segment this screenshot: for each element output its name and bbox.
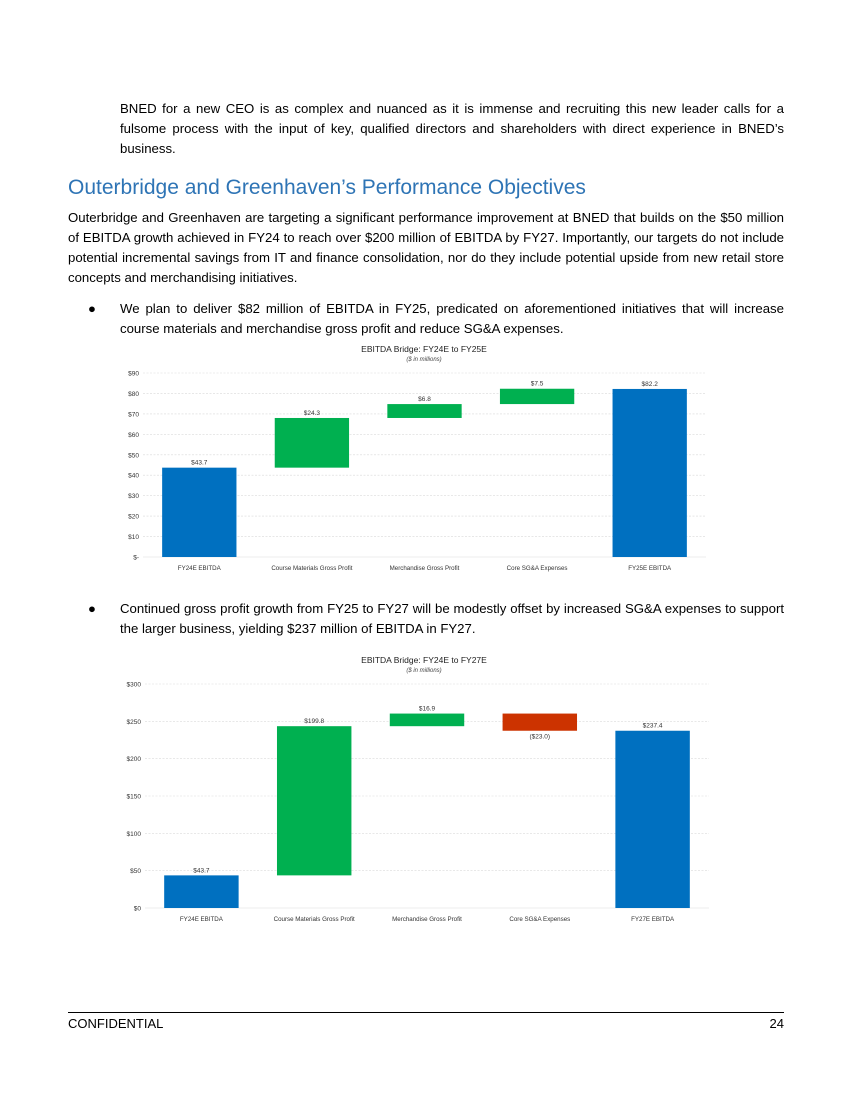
data-label: $43.7 bbox=[191, 459, 208, 467]
y-tick-label: $30 bbox=[128, 493, 139, 501]
x-tick-label: FY24E EBITDA bbox=[177, 565, 221, 572]
data-label: $24.3 bbox=[303, 409, 321, 417]
x-tick-label: Core SG&A Expenses bbox=[509, 916, 571, 923]
y-tick-label: $80 bbox=[128, 390, 139, 398]
x-tick-label: FY27E EBITDA bbox=[631, 916, 675, 923]
x-tick-label: Core SG&A Expenses bbox=[506, 565, 568, 572]
bar-increase bbox=[390, 714, 464, 727]
bullet-marker: ● bbox=[88, 301, 96, 316]
data-label: $6.8 bbox=[418, 396, 431, 404]
x-tick-label: Merchandise Gross Profit bbox=[392, 916, 462, 923]
chart-subtitle: ($ in millions) bbox=[406, 668, 442, 674]
y-tick-label: $20 bbox=[128, 513, 139, 521]
chart-title: EBITDA Bridge: FY24E to FY25E bbox=[361, 344, 487, 354]
bar-increase bbox=[277, 726, 351, 875]
chart-subtitle: ($ in millions) bbox=[406, 357, 442, 363]
x-tick-label: Course Materials Gross Profit bbox=[271, 565, 353, 572]
x-tick-label: FY24E EBITDA bbox=[179, 916, 223, 923]
page-number: 24 bbox=[769, 1016, 784, 1031]
x-tick-label: Course Materials Gross Profit bbox=[273, 916, 355, 923]
data-label: $16.9 bbox=[418, 705, 436, 713]
data-label: $82.2 bbox=[641, 380, 658, 388]
y-tick-label: $50 bbox=[128, 452, 139, 460]
y-tick-label: $70 bbox=[128, 411, 139, 419]
data-label: $43.7 bbox=[193, 867, 210, 875]
bar-total bbox=[164, 875, 238, 908]
bar-total bbox=[615, 731, 689, 908]
y-tick-label: $100 bbox=[126, 830, 141, 838]
y-tick-label: $90 bbox=[128, 370, 139, 378]
data-label: $199.8 bbox=[304, 718, 325, 726]
bullet-text: Continued gross profit growth from FY25 to FY27 will be modestly offset by increased SG&A expenses to support the larger business, yielding $237 million of EBITDA in FY27. bbox=[120, 601, 784, 636]
y-tick-label: $60 bbox=[128, 431, 139, 439]
section-heading: Outerbridge and Greenhaven’s Performance Objectives bbox=[68, 176, 586, 199]
data-label: $7.5 bbox=[530, 380, 544, 388]
footer-confidential: CONFIDENTIAL bbox=[68, 1016, 164, 1031]
footer-divider bbox=[68, 1012, 784, 1013]
bullet-text: We plan to deliver $82 million of EBITDA in FY25, predicated on aforementioned initiatives that will increase course materials and merchandise gross profit and reduce SG&A expenses. bbox=[120, 301, 784, 336]
chart-title: EBITDA Bridge: FY24E to FY27E bbox=[361, 655, 487, 665]
data-label: ($23.0) bbox=[529, 733, 551, 741]
y-tick-label: $200 bbox=[126, 756, 141, 764]
y-tick-label: $300 bbox=[126, 681, 141, 689]
bar-decrease bbox=[503, 714, 577, 731]
intro-paragraph: BNED for a new CEO is as complex and nuanced as it is immense and recruiting this new leader calls for a fulsome process with the input of key, qualified directors and shareholders with direct experience in BNED’s business. bbox=[120, 101, 784, 156]
y-tick-label: $50 bbox=[130, 868, 141, 876]
y-tick-label: $10 bbox=[128, 534, 139, 542]
data-label: $237.4 bbox=[642, 722, 663, 730]
y-tick-label: $150 bbox=[126, 793, 141, 801]
x-tick-label: Merchandise Gross Profit bbox=[389, 565, 460, 572]
x-tick-label: FY25E EBITDA bbox=[628, 565, 672, 572]
y-tick-label: $0 bbox=[133, 905, 141, 913]
bullet-marker: ● bbox=[88, 601, 96, 616]
y-tick-label: $250 bbox=[126, 718, 141, 726]
y-tick-label: $- bbox=[133, 554, 139, 562]
section-paragraph: Outerbridge and Greenhaven are targeting a significant performance improvement at BNED that builds on the $50 million of EBITDA growth achieved in FY24 to reach over $200 million of EBITDA by FY27. Importantly, our targets do not include potential incremental savings from IT and finance consolidation, nor do they include potential upside from new retail store concepts and merchandising initiatives. bbox=[68, 210, 784, 285]
y-tick-label: $40 bbox=[128, 472, 139, 480]
